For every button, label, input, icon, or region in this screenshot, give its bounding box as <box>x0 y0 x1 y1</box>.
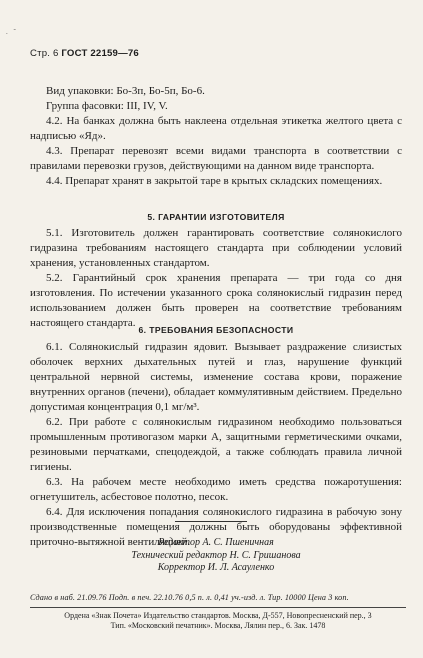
clause-6-3: 6.3. На рабочем месте необходимо иметь средства пожаротушения: огнетушитель, асбестовое полотно, песок. <box>30 476 402 503</box>
section-6-title: 6. ТРЕБОВАНИЯ БЕЗОПАСНОСТИ <box>138 325 294 335</box>
publisher-line: Ордена «Знак Почета» Издательство стандартов. Москва, Д-557, Новопресненский пер., 3 <box>64 611 372 620</box>
clause-5-2: 5.2. Гарантийный срок хранения препарата — три года со дня изготовления. По истечении указанного срока солянокислый гидразин перед использованием должен быть проверен на соответствие требованиям настоящего стандарта. <box>30 272 402 329</box>
tech-editor-credit: Технический редактор Н. С. Гришанова <box>131 549 301 561</box>
clause-4-2: 4.2. На банках должна быть наклеена отдельная этикетка желтого цвета с надписью «Яд». <box>30 115 402 142</box>
clause-6-2: 6.2. При работе с солянокислым гидразином необходимо пользоваться промышленным противогазом марки А, защитными герметическими очками, резиновыми перчатками, спецодеждой, а также соблюдать правила личной гигиены. <box>30 416 402 473</box>
page-header <box>30 48 139 59</box>
print-sign-line: Сдано в наб. 21.09.76 Подп. в печ. 22.10.76 0,5 п. л. 0,41 уч.-изд. л. Тир. 10000 Цена 3 коп. <box>30 593 349 602</box>
clause-6-1: 6.1. Солянокислый гидразин ядовит. Вызывает раздражение слизистых оболочек верхних дыхательных путей и глаз, нарушение функций центральной нервной системы, изменение состава крови, поражение внутренних органов (печени), обладает коммулятивным действием. Предельно допустимая концентрация 0,1 мг/м³. <box>30 341 402 413</box>
printer-line: Тип. «Московский печатник». Москва, Лялин пер., 6. Зак. 1478 <box>110 621 326 630</box>
packaging-type: Вид упаковки: Бо-3п, Бо-5п, Бо-6. <box>46 85 205 97</box>
clause-4-4: 4.4. Препарат хранят в закрытой таре в крытых складских помещениях. <box>46 175 383 187</box>
clause-6-4: 6.4. Для исключения попадания солянокислого гидразина в рабочую зону производственные помещения должны быть оборудованы эффективной приточно-вытяжной вентиляцией. <box>30 506 402 548</box>
packing-group: Группа фасовки: III, IV, V. <box>46 100 168 112</box>
page-number: Стр. 6 <box>30 48 59 59</box>
corner-marks: . ˇ <box>6 28 18 36</box>
section-5-body <box>30 226 402 331</box>
section-6-body <box>30 340 402 550</box>
clause-5-1: 5.1. Изготовитель должен гарантировать соответствие солянокислого гидразина требованиям настоящего стандарта при соблюдении условий хранения, установленных стандартом. <box>30 227 402 269</box>
standard-number: ГОСТ 22159—76 <box>61 48 139 59</box>
clause-4-3: 4.3. Препарат перевозят всеми видами транспорта в соответствии с правилами перевозки грузов, действующими на данном виде транспорта. <box>30 145 402 172</box>
imprint-rule <box>30 607 406 608</box>
credits-block <box>30 537 402 575</box>
editor-credit: Редактор А. С. Пшеничная <box>158 537 274 548</box>
imprint-block <box>30 611 406 631</box>
section-5-title: 5. ГАРАНТИИ ИЗГОТОВИТЕЛЯ <box>147 212 285 222</box>
proofreader-credit: Корректор И. Л. Асауленко <box>157 562 275 573</box>
separator-rule <box>175 521 247 522</box>
packaging-block <box>30 84 402 189</box>
